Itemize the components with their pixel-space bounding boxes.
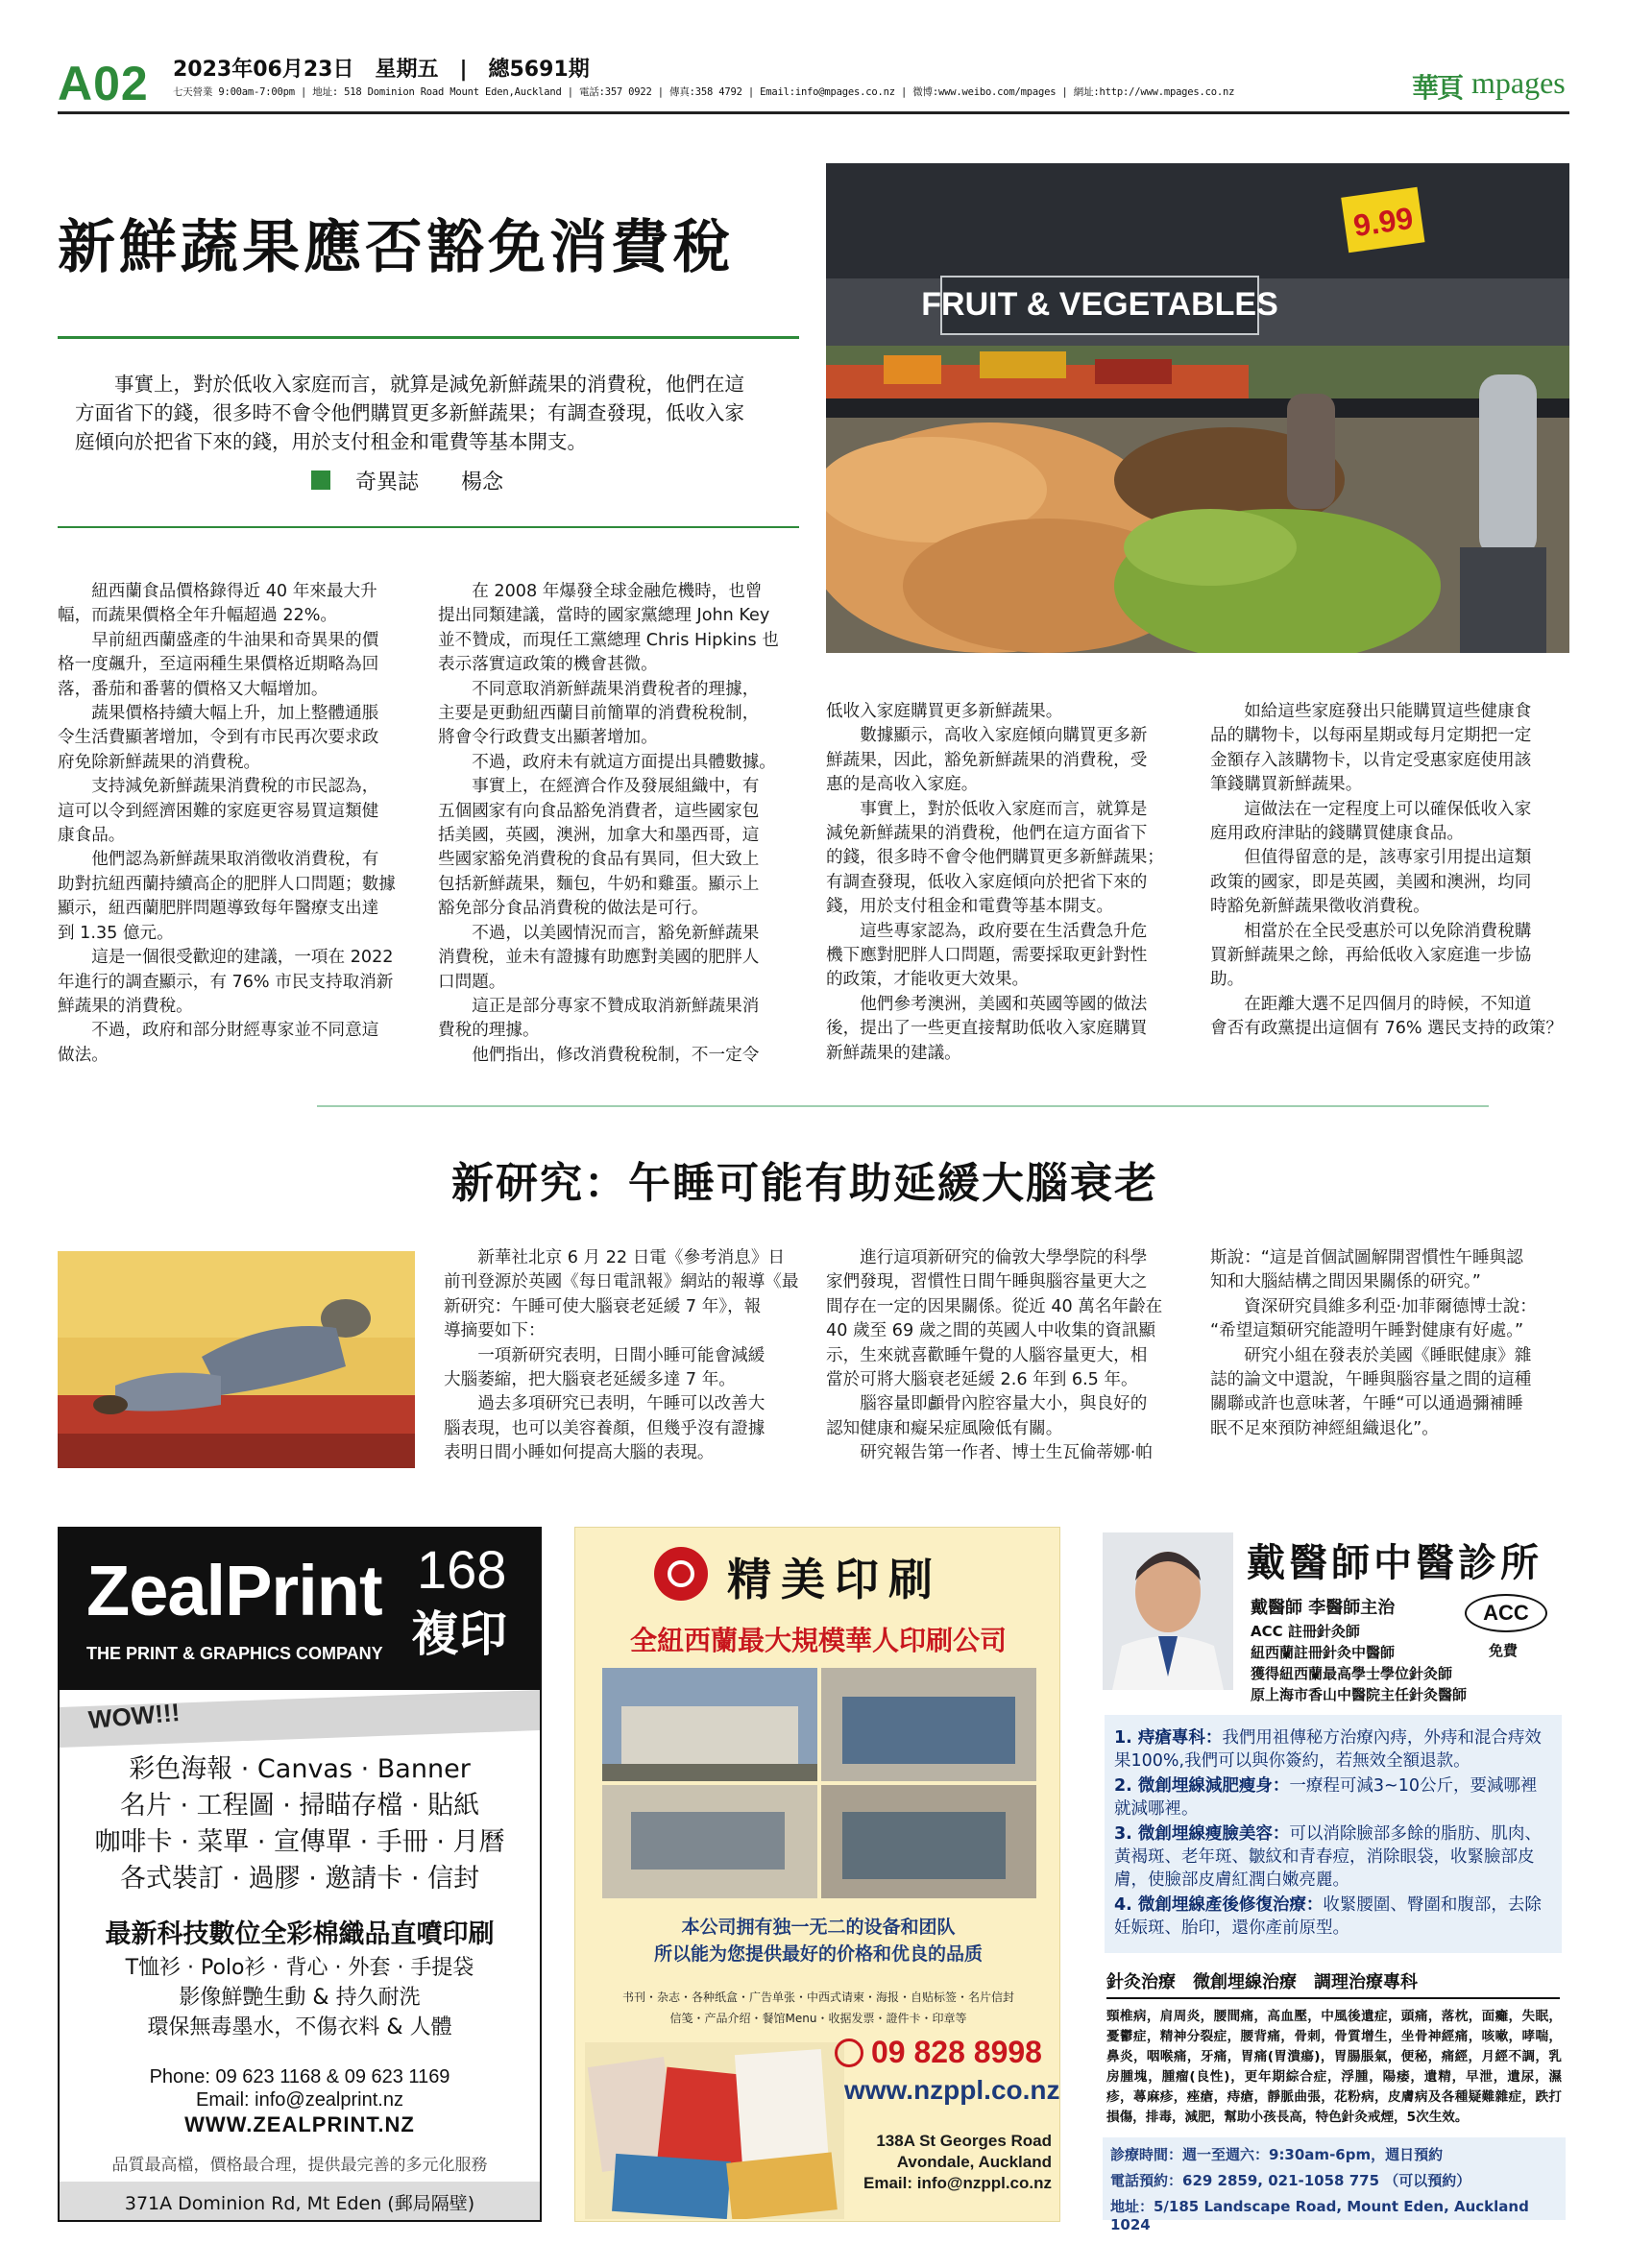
article1-column-1: 紐西蘭食品價格錄得近 40 年來最大升 幅，而蔬果價格全年升幅超過 22%。 早前紐西蘭盛產的牛油果和奇異果的價 格一度飆升，至這兩種生果價格近期略為回 落，番茄和番薯的價格又大幅增加。 蔬果價格持續大幅上升，加上整體通脹 令生活費顯著增加，令到有市民再次要求政 府免除新鮮蔬果的消費稅。 支持減免新鮮蔬果消費稅的市民認為， 這可以令到經濟困難的家庭更容易買這類健 康食品。 他們認為新鮮蔬果取消徵收消費稅，有 助對抗紐西蘭持續高企的肥胖人口問題；數據 顯示，紐西蘭肥胖問題導致每年醫療支出達 到 1.35 億元。 這是一個很受歡迎的建議，一項在 2022 年進行的調查顯示，有 76% 市民支持取消新 鮮蔬果的消費稅。 不過，政府和部分財經專家並不同意這 做法。 <box>58 582 396 1065</box>
zealprint-feature: 最新科技數位全彩棉織品直噴印刷 <box>105 1919 495 1949</box>
service-3 <box>1114 1822 1552 1892</box>
zealprint-email: Email: info@zealprint.nz <box>196 2089 403 2111</box>
article1-lead: 事實上，對於低收入家庭而言，就算是減免新鮮蔬果的消費稅，他們在這 方面省下的錢，很多時不會令他們購買更多新鮮蔬果；有調查發現，低收入家 庭傾向於把省下來的錢，用於支付租金和電費等基本開支。 <box>75 373 744 453</box>
nzppl-products: 书刊・杂志・各种纸盒・广告单张・中西式请柬・海报・自贴标签・名片信封 信笺・产品介绍・餐馆Menu・收据发票・證件卡・印章等 <box>621 1991 1014 2025</box>
nzppl-print-ad[interactable] <box>574 1527 1060 2222</box>
service-1-body: 我們用祖傳秘方治療內痔，外痔和混合痔效果100%,我們可以與你簽約，若無效全額退款。 <box>1114 1728 1542 1771</box>
article2-column-3: 斯說：“這是首個試圖解開習慣性午睡與認 知和大腦結構之間因果關係的研究。” 資深研究員維多利亞·加菲爾德博士說： “希望這類研究能證明午睡對健康有好處。” 研究小組在發表於美國《睡眠健康》雜 誌的論文中還說，午睡與腦容量之間的這種 關聯或許也意味著，午睡“可以通過彌補睡 眠不足來預防神經組織退化”。 <box>1210 1248 1537 1438</box>
zealprint-ad[interactable] <box>58 1527 542 2222</box>
article1-column-3: 低收入家庭購買更多新鮮蔬果。 數據顯示，高收入家庭傾向購買更多新 鮮蔬果，因此，豁免新鮮蔬果的消費稅，受 惠的是高收入家庭。 事實上，對於低收入家庭而言，就算是 減免新鮮蔬果的消費稅，他們在這方面省下 的錢，很多時不會令他們購買更多新鮮蔬果； 有調查發現，低收入家庭傾向於把省下來的 錢，用於支付租金和電費等基本開支。 這些專家認為，政府要在生活費急升危 機下應對肥胖人口問題，需要採取更針對性 的政策，才能收更大效果。 他們參考澳洲，美國和英國等國的做法 後，提出了一些更直接幫助低收入家庭購買 新鮮蔬果的建議。 <box>826 702 1164 1063</box>
mpages-logo <box>1412 63 1571 106</box>
acc-free-label: 免費 <box>1489 1642 1519 1659</box>
service-2 <box>1114 1774 1552 1821</box>
acc-badge: ACC <box>1465 1594 1547 1632</box>
phone-icon <box>835 2039 863 2067</box>
zealprint-website[interactable]: WWW.ZEALPRINT.NZ <box>184 2112 415 2136</box>
zealprint-tagline: THE PRINT & GRAPHICS COMPANY <box>86 1644 383 1663</box>
wow-label: WOW!!! <box>86 1697 182 1735</box>
header-rule <box>58 111 1569 114</box>
title-rule <box>58 336 799 339</box>
service-4-head: 4. 微創埋線產後修復治療： <box>1114 1895 1324 1915</box>
byline-square <box>311 470 330 490</box>
section-rule <box>1106 1997 1560 1999</box>
clinic-phone[interactable]: 電話預約：629 2859, 021-1058 775 （可以預約） <box>1110 2172 1471 2189</box>
clinic-hours: 診療時間：週一至週六：9:30am-6pm，週日預約 <box>1110 2146 1444 2163</box>
clinic-doctors: 戴醫師 李醫師主治 <box>1251 1598 1396 1618</box>
contact-line: 七天營業 9:00am-7:00pm | 地址: 518 Dominion Road Mount Eden,Auckland | 電話:357 0922 | 傳真:358 4792 | Email:info@mpages.co.nz | 微博:www.weibo.com/mpages | 網址:http://www.mpages.co.nz <box>173 86 1235 98</box>
nzppl-phone[interactable]: 09 828 8998 <box>871 2035 1042 2069</box>
nzppl-slogan: 本公司拥有独一无二的设备和团队 所以能为您提供最好的价格和优良的品质 <box>653 1917 983 1965</box>
lead-rule <box>58 526 799 528</box>
napping-man-photo <box>58 1251 415 1468</box>
supermarket-photo <box>826 163 1569 653</box>
clinic-title: 戴醫師中醫診所 <box>1247 1540 1543 1585</box>
clinic-qualifications: ACC 註冊針灸師 紐西蘭註冊針灸中醫師 獲得紐西蘭最高學士學位針灸師 原上海市香山中醫院主任針灸醫師 <box>1251 1623 1468 1703</box>
doctor-photo <box>1103 1532 1233 1690</box>
nzppl-title: 精美印刷 <box>727 1554 942 1605</box>
article2-column-1: 新華社北京 6 月 22 日電《參考消息》日 前刊登源於英國《每日電訊報》網站的報導《最 新研究：午睡可使大腦衰老延緩 7 年》，報 導摘要如下： 一項新研究表明，日間小睡可能會減緩 大腦萎縮，把大腦衰老延緩多達 7 年。 過去多項研究已表明，午睡可以改善大 腦表現，也可以美容養顏，但幾乎沒有證據 表明日間小睡如何提高大腦的表現。 <box>444 1248 799 1463</box>
nzppl-subtitle: 全紐西蘭最大規模華人印刷公司 <box>629 1625 1007 1656</box>
article2-title: 新研究：午睡可能有助延緩大腦衰老 <box>451 1159 1158 1208</box>
logo-en: mpages <box>1471 65 1566 100</box>
article1-title: 新鮮蔬果應否豁免消費稅 <box>58 214 734 281</box>
zealprint-motto: 品質最高檔，價格最合理，提供最完善的多元化服務 <box>111 2156 488 2175</box>
service-3-body: 可以消除臉部多餘的脂肪、肌肉、黃褐斑、老年斑、皺紋和青春痘，消除眼袋，收緊臉部皮膚，使臉部皮膚紅潤白嫩亮麗。 <box>1114 1824 1542 1890</box>
clinic-services-box <box>1105 1715 1562 1953</box>
article-separator <box>317 1105 1489 1107</box>
article1-column-4: 如給這些家庭發出只能購買這些健康食 品的購物卡，以每兩星期或每月定期把一定 金額存入該購物卡，以肯定受惠家庭使用該 筆錢購買新鮮蔬果。 這做法在一定程度上可以確保低收入家 庭用政府津貼的錢購買健康食品。 但值得留意的是，該專家引用提出這類 政策的國家，即是英國，美國和澳洲，均同 時豁免新鮮蔬果徵收消費稅。 相當於在全民受惠於可以免除消費稅購 買新鮮蔬果之餘，再給低收入家庭進一步協 助。 在距離大選不足四個月的時候，不知道 會否有政黨提出這個有 76% 選民支持的政策？ <box>1210 702 1563 1039</box>
zealprint-number: 168 <box>417 1539 507 1600</box>
clinic-ad[interactable] <box>1095 1527 1569 2233</box>
clinic-conditions: 頸椎病，肩周炎，腰間痛，高血壓，中風後遺症，頭痛，落枕，面癱，失眠，憂鬱症，精神分裂症，腰背痛，骨刺，骨質增生，坐骨神經痛，咳嗽，哮喘，鼻炎，咽喉痛，牙痛，胃痛(胃潰瘍)，胃腸脹氣，便秘，痛經，月經不調，乳房腫塊，腫瘤(良性)，更年期綜合症，浮腫，陽痿，遺精，早泄，遺尿，濕疹，蕁麻疹，痤瘡，痔瘡，靜脈曲張，花粉病，皮膚病及各種疑難雜症，跌打損傷，排毒，減肥，幫助小孩長高，特色針灸戒煙，5次生效。 <box>1106 2009 1562 2125</box>
article1-byline: 奇異誌 楊念 <box>355 470 504 495</box>
clinic-address: 地址：5/185 Landscape Road, Mount Eden, Auckland 1024 <box>1110 2198 1529 2233</box>
service-3-head: 3. 微創埋線瘦臉美容： <box>1114 1824 1290 1844</box>
nzppl-address: 138A St Georges Road Avondale, Auckland Email: info@nzppl.co.nz <box>863 2132 1052 2192</box>
service-1 <box>1114 1726 1552 1773</box>
zealprint-services: 彩色海報 · Canvas · Banner 名片 · 工程圖 · 掃瞄存檔 · 貼紙 咖啡卡 · 菜單 · 宣傳單 · 手冊 · 月曆 各式裝訂 · 過膠 · 邀請卡 · 信封 <box>94 1754 505 1894</box>
zealprint-address: 371A Dominion Rd, Mt Eden (郵局隔壁) <box>124 2193 475 2214</box>
zealprint-phone: Phone: 09 623 1168 & 09 623 1169 <box>149 2066 450 2087</box>
article2-column-2: 進行這項新研究的倫敦大學學院的科學 家們發現，習慣性日間午睡與腦容量更大之 間存在一定的因果關係。從近 40 萬名年齡在 40 歲至 69 歲之間的英國人中收集的資訊顯 示，生來就喜歡睡午覺的人腦容量更大，相 當於可將大腦衰老延緩 2.6 年到 6.5 年。 腦容量即顱骨內腔容量大小，與良好的 認知健康和癡呆症風險低有關。 研究報告第一作者、博士生瓦倫蒂娜·帕 <box>826 1248 1163 1463</box>
clinic-section-title: 針灸治療 微創埋線治療 調理治療專科 <box>1106 1972 1418 1992</box>
fruit-veg-sign: FRUIT & VEGETABLES <box>921 286 1278 323</box>
zealprint-cn: 複印 <box>411 1606 507 1662</box>
issue-date-line: 2023年06月23日 星期五 | 總5691期 <box>173 58 590 82</box>
service-4-body: 收緊腰圍、臀圍和腹部，去除妊娠斑、胎印，還你產前原型。 <box>1114 1895 1542 1938</box>
printing-factory-photos <box>602 1668 1036 1898</box>
service-1-head: 1. 痔瘡專科： <box>1114 1728 1223 1748</box>
service-2-body: 一療程可減3~10公斤，要減哪裡就減哪裡。 <box>1114 1776 1538 1819</box>
page-number: A02 <box>58 57 149 110</box>
zealprint-brand: ZealPrint <box>86 1551 382 1630</box>
price-sign: 9.99 <box>1350 200 1416 244</box>
nzppl-logo-icon <box>654 1547 708 1601</box>
zealprint-feature-items: T恤衫 · Polo衫 · 背心 · 外套 · 手提袋 影像鮮艷生動 & 持久耐洗 環保無毒墨水，不傷衣料 & 人體 <box>125 1956 474 2039</box>
service-4 <box>1114 1894 1552 1940</box>
print-samples-photo <box>585 2042 844 2219</box>
service-2-head: 2. 微創埋線減肥瘦身： <box>1114 1776 1290 1796</box>
logo-cn: 華頁 <box>1412 72 1463 104</box>
article1-column-2: 在 2008 年爆發全球金融危機時，也曾 提出同類建議，當時的國家黨總理 John Key 並不贊成，而現任工黨總理 Chris Hipkins 也 表示落實這政策的機會甚微。 不同意取消新鮮蔬果消費稅者的理據， 主要是更動紐西蘭目前簡單的消費稅稅制， 將會令行政費支出顯著增加。 不過，政府未有就這方面提出具體數據。 事實上，在經濟合作及發展組織中，有 五個國家有向食品豁免消費者，這些國家包 括美國，英國，澳洲，加拿大和墨西哥，這 些國家豁免消費稅的食品有異同，但大致上 包括新鮮蔬果，麵包，牛奶和雞蛋。顯示上 豁免部分食品消費稅的做法是可行。 不過，以美國情況而言，豁免新鮮蔬果 消費稅，並未有證據有助應對美國的肥胖人 口問題。 這正是部分專家不贊成取消新鮮蔬果消 費稅的理據。 他們指出，修改消費稅稅制，不一定令 <box>438 582 779 1065</box>
nzppl-website[interactable]: www.nzppl.co.nz <box>844 2075 1060 2105</box>
